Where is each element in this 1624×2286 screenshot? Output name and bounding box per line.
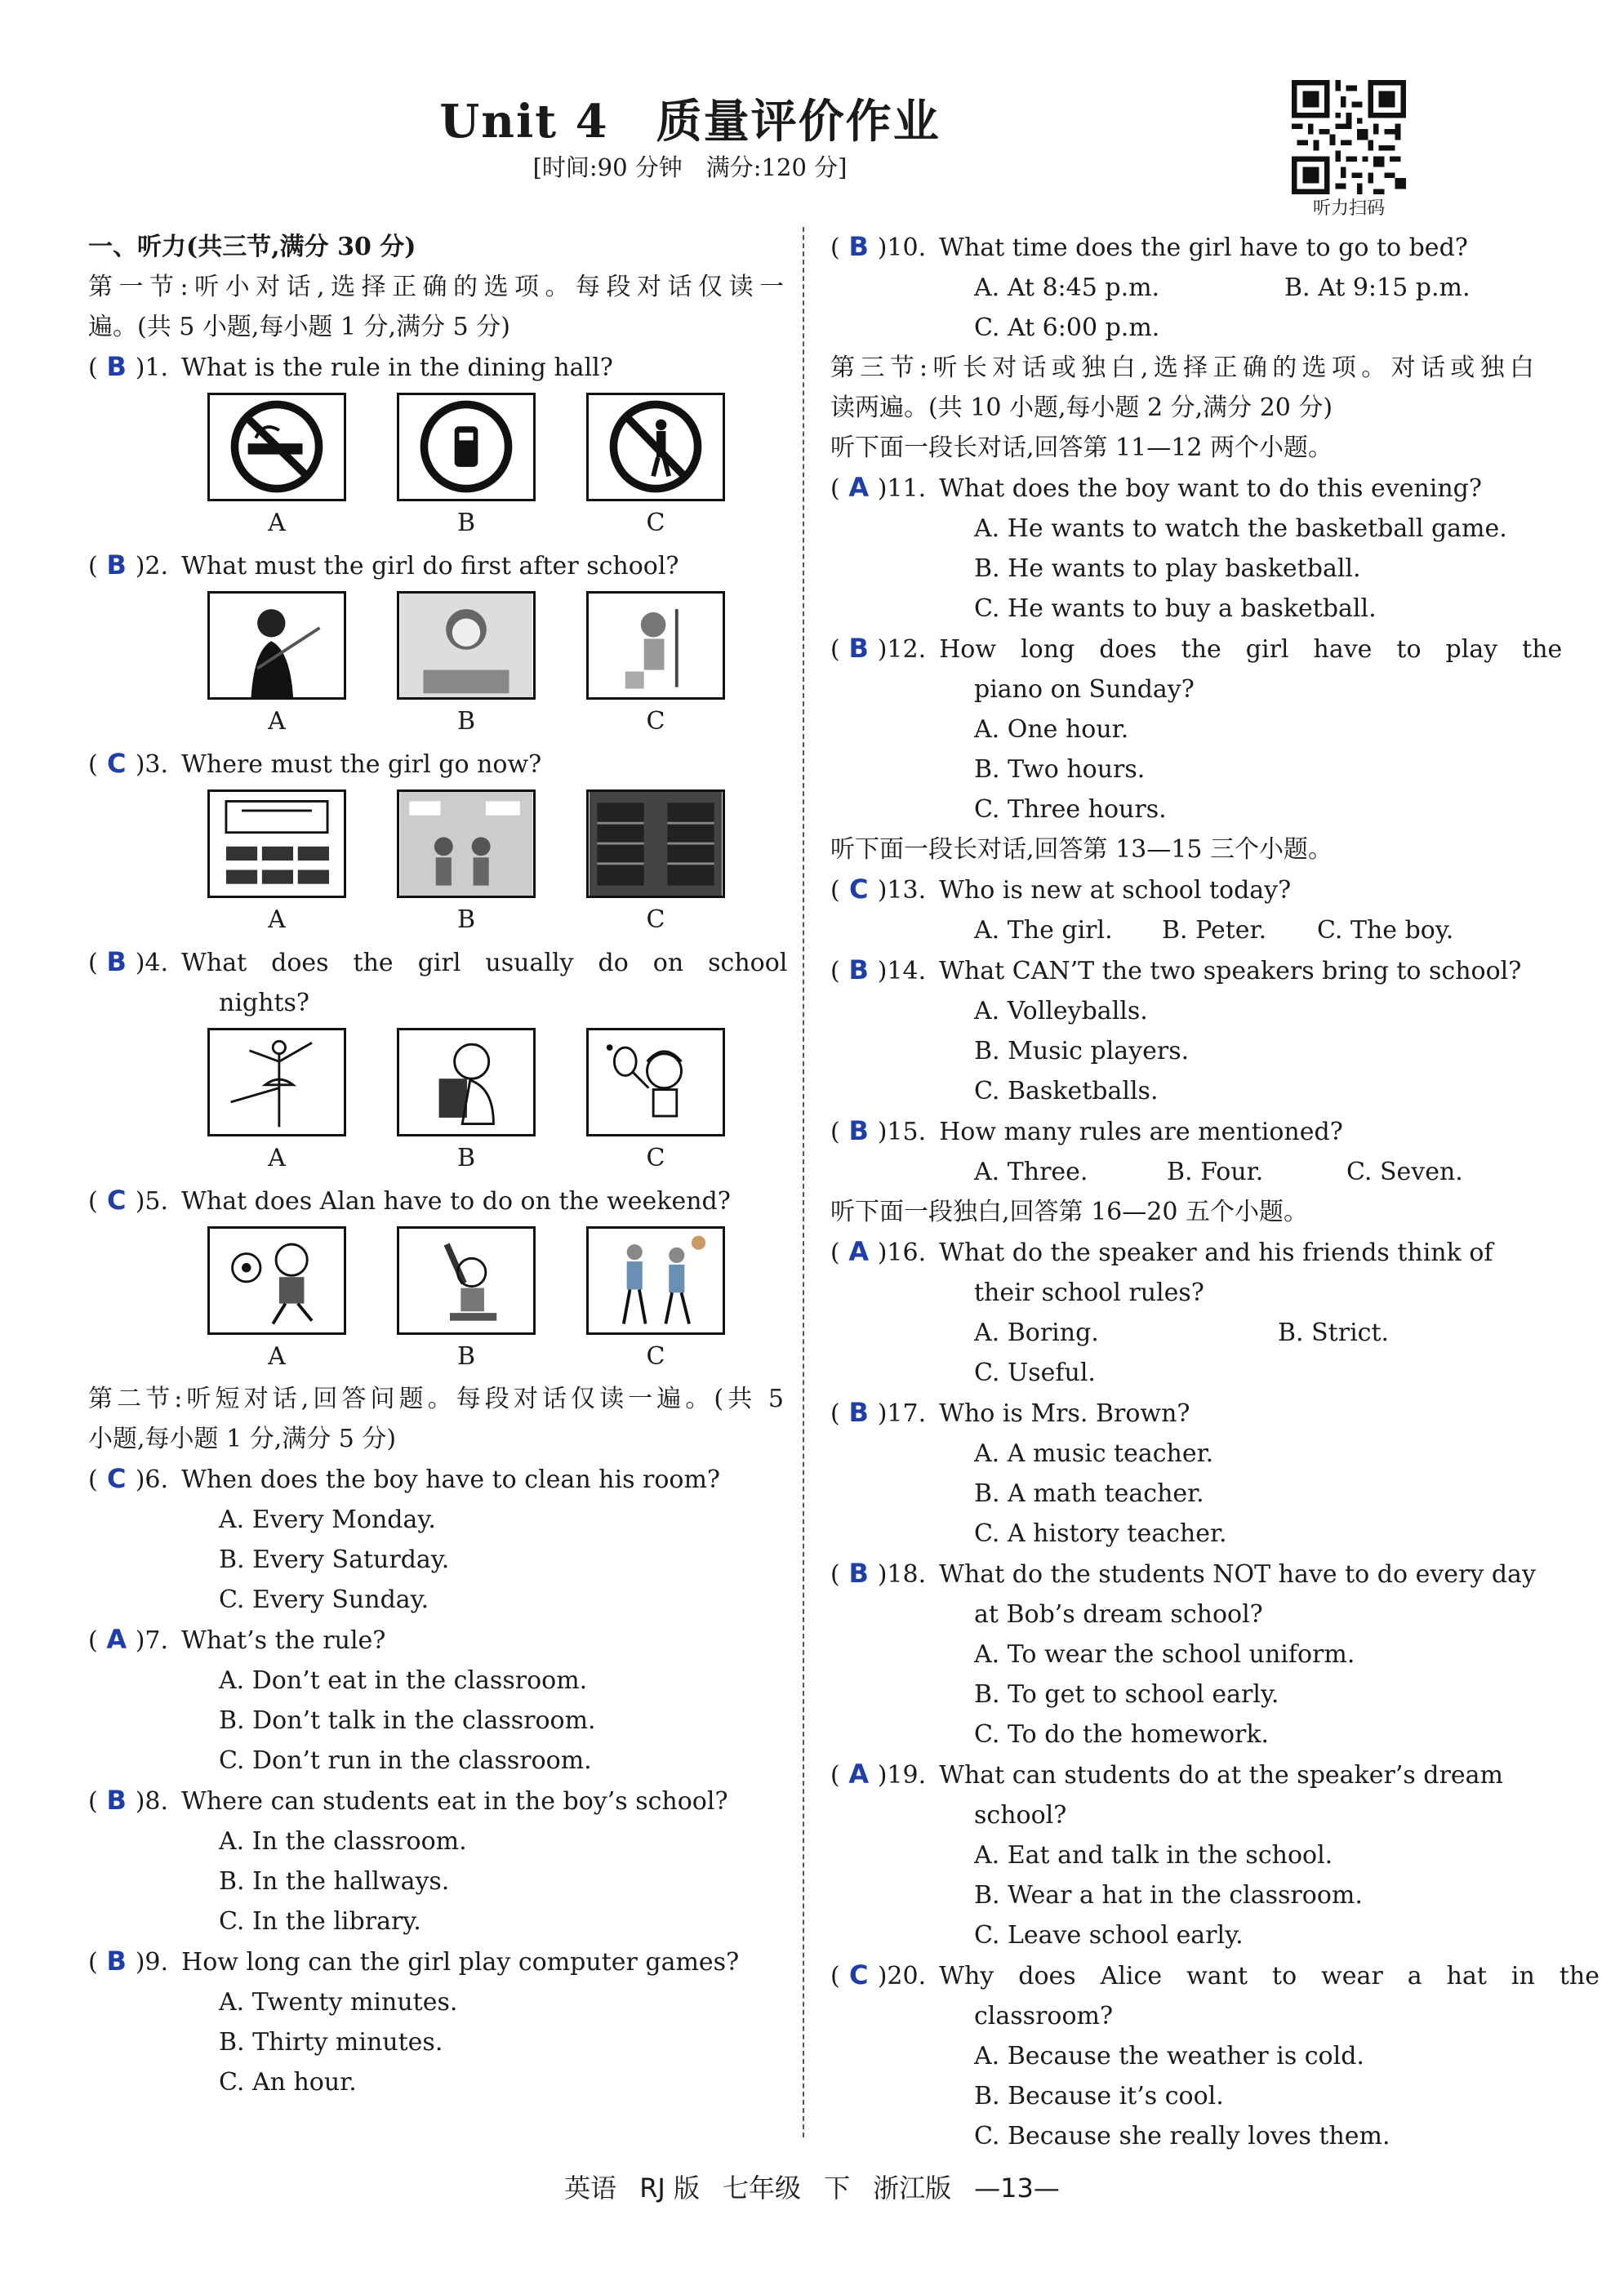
question-2: ( B )2. What must the girl do first after school? [88,545,784,586]
answer-8: B [106,1785,127,1816]
part2-instructions-2: 小题,每小题 1 分,满分 5 分) [88,1425,397,1453]
question-16: ( A )16. What do the speaker and his friends think of [830,1232,1534,1273]
footer-region: 浙江版 [873,2173,952,2204]
no-smoking-icon [207,393,346,501]
subsection-2: 听下面一段长对话,回答第 13—15 三个小题。 [830,835,1333,864]
q10-options-ab: A. At 8:45 p.m. B. At 9:15 p.m. [974,274,1470,302]
q8-option-a: A. In the classroom. [219,1827,467,1856]
right-column: ( B )10. What time does the girl have to go to bed? A. At 8:45 p.m. B. At 9:15 p.m. C. At 6:00 p.m. 第三节:听长对话或独白,选择正确的选项。对话或独白 读两遍。(共 10 小题,每小题 2 分,满分 20 分) 听下面一段长对话,回答第 11—12 两个小题。 ( A )11. What does the boy want to do this evening? A. He wants to watch the basketball game. B. He wants to play basketball. C. He wants to buy a basketball. ( B )12. How long does the girl have to play the piano on Sunday? A. One hour. B. Two hours. C. Three hours. 听下面一段长对话,回答第 13—15 三个小题。 ( C )13. Who is new at school today? A. The girl. B. Peter. C. The boy. ( B )14. What CAN’T the two speakers bring to school? A. Volleyballs. B. Music players. C. Basketballs. ( B )15. How many rules are mentioned? A. Three. B. Four. C. Seven. 听下面一段独白,回答第 16—20 五个小题。 ( A )16. What do the speaker and his friends think of their school rules? A. Boring. B. Strict. C. Useful. ( B )17. Who is Mrs. Brown? A. A music teacher. B. A math teacher. C. A history teacher. ( B )18. What do the students NOT have to do every day at Bob’s dream school? A. To wear the school uniform. B. To get to school early. C. To do the homework. ( A )19. What can students do at the speaker’s dream school? A. Eat and talk in the school. B. Wear a hat in the classroom. C. Leave school early. ( C )20. Why does Alice want to wear a hat in the classroom? A. Because the weather is cold. B. Because it’s cool. C. Because she really loves them. [830,227,1534,2156]
part3-instructions: 第三节:听长对话或独白,选择正确的选项。对话或独白 [830,354,1534,382]
qr-caption: 听力扫码 [1312,198,1385,219]
question-3: ( C )3. Where must the girl go now? [88,744,784,785]
question-8: ( B )8. Where can students eat in the boy’s school? [88,1781,784,1821]
q8-option-b: B. In the hallways. [219,1867,450,1896]
baseball-picture [397,1226,536,1335]
answer-2: B [106,549,127,580]
q6-option-b: B. Every Saturday. [219,1545,450,1574]
section-heading: 一、听力(共三节,满分 30 分) [88,233,416,261]
q3-pictures [88,789,784,900]
q1-pictures [88,393,784,503]
q7-option-c: C. Don’t run in the classroom. [219,1746,592,1775]
q16-options-ab: A. Boring. B. Strict. [974,1319,1390,1347]
soccer-picture [207,1226,346,1335]
q4-pictures [88,1028,784,1138]
time-score-info: [时间:90 分钟 满分:120 分] [532,153,848,181]
question-10: ( B )10. What time does the girl have to go to bed? [830,227,1534,268]
page-title: Unit 4 质量评价作业 [439,95,941,149]
q5-pictures [88,1226,784,1336]
answer-19: A [848,1759,870,1790]
answer-13: C [848,874,869,905]
qr-code[interactable] [1292,80,1406,194]
basketball-picture [586,1226,725,1335]
answer-3: C [106,748,127,779]
question-15: ( B )15. How many rules are mentioned? [830,1111,1534,1152]
part1-instructions-2: 遍。(共 5 小题,每小题 1 分,满分 5 分) [88,313,510,341]
q7-option-a: A. Don’t eat in the classroom. [219,1666,588,1695]
no-eating-sign-icon [397,393,536,501]
question-1: ( B )1. What is the rule in the dining hall? [88,347,784,388]
footer-grade: 七年级 [723,2173,802,2204]
subsection-1: 听下面一段长对话,回答第 11—12 两个小题。 [830,434,1333,462]
q9-option-b: B. Thirty minutes. [219,2028,443,2057]
q6-option-c: C. Every Sunday. [219,1586,429,1614]
question-12: ( B )12. How long does the girl have to play the [830,629,1534,669]
question-4: ( B )4. What does the girl usually do on school [88,942,784,983]
q2-pictures [88,591,784,701]
q6-option-a: A. Every Monday. [219,1505,436,1534]
q9-option-c: C. An hour. [219,2068,357,2097]
answer-11: A [848,472,870,503]
footer-term: 下 [824,2173,851,2204]
answer-20: C [848,1959,869,1990]
q8-option-c: C. In the library. [219,1907,421,1936]
footer-edition: RJ 版 [639,2173,701,2204]
page-number: —13— [974,2173,1060,2204]
q15-options: A. Three. B. Four. C. Seven. [974,1158,1463,1186]
answer-18: B [848,1558,869,1589]
no-littering-icon [586,393,725,501]
tennis-picture [586,1028,725,1136]
question-14: ( B )14. What CAN’T the two speakers bring to school? [830,950,1534,991]
subsection-3: 听下面一段独白,回答第 16—20 五个小题。 [830,1198,1308,1226]
homework-picture [397,591,536,700]
answer-12: B [848,633,869,664]
reading-picture [397,1028,536,1136]
part1-instructions: 第一节:听小对话,选择正确的选项。每段对话仅读一 [88,273,784,301]
q7-option-b: B. Don’t talk in the classroom. [219,1706,596,1735]
answer-4: B [106,946,127,977]
shop-picture [397,789,536,898]
answer-1: B [106,351,127,382]
answer-9: B [106,1946,127,1977]
question-5: ( C )5. What does Alan have to do on the weekend? [88,1181,784,1221]
ballet-picture [207,1028,346,1136]
question-6: ( C )6. When does the boy have to clean his room? [88,1459,784,1500]
left-column: 一、听力(共三节,满分 30 分) 第一节:听小对话,选择正确的选项。每段对话仅读一 遍。(共 5 小题,每小题 1 分,满分 5 分) ( B )1. What is the rule in the dining hall? A B C ( B )2. What must the girl do first after school? A B C ( C )3. Where must the girl go now? A B C ( B )4. What does the girl usually do on school nights? A B C ( C )5. What does Alan have to do on the weekend? A B C 第二节:听短对话,回答问题。每段对话仅读一遍。(共 5 小题,每小题 1 分,满分 5 分) ( C )6. When does the boy have to clean his room? A. Every Monday. B. Every Saturday. C. Every Sunday. ( A )7. What’s the rule? A. Don’t eat in the classroom. B. Don’t talk in the classroom. C. Don’t run in the classroom. ( B )8. Where can students eat in the boy’s school? A. In the classroom. B. In the hallways. C. In the library. ( B )9. How long can the girl play computer games? A. Twenty minutes. B. Thirty minutes. C. An hour. [88,227,784,2102]
part3-instructions-2: 读两遍。(共 10 小题,每小题 2 分,满分 20 分) [830,394,1333,422]
library-picture [586,789,725,898]
question-11: ( A )11. What does the boy want to do this evening? [830,468,1534,509]
answer-17: B [848,1397,869,1428]
page-footer [0,2168,1624,2205]
cleaning-picture [586,591,725,700]
q1-letters: A B C [268,509,665,537]
footer-subject: 英语 [564,2173,617,2204]
question-17: ( B )17. Who is Mrs. Brown? [830,1393,1534,1434]
answer-15: B [848,1115,869,1146]
q9-option-a: A. Twenty minutes. [219,1988,458,2017]
question-7: ( A )7. What’s the rule? [88,1620,784,1661]
answer-6: C [106,1463,127,1494]
violin-picture [207,591,346,700]
column-divider [803,227,804,2137]
part2-instructions: 第二节:听短对话,回答问题。每段对话仅读一遍。(共 5 [88,1385,784,1413]
answer-5: C [106,1185,127,1216]
classroom-picture [207,789,346,898]
answer-14: B [848,954,869,985]
q10-option-c: C. At 6:00 p.m. [974,314,1160,342]
question-18: ( B )18. What do the students NOT have to do every day [830,1554,1534,1594]
q13-options: A. The girl. B. Peter. C. The boy. [974,916,1454,945]
answer-7: A [106,1624,127,1655]
question-9: ( B )9. How long can the girl play computer games? [88,1941,784,1982]
answer-10: B [848,231,869,262]
question-20: ( C )20. Why does Alice want to wear a hat in the [830,1955,1534,1996]
question-13: ( C )13. Who is new at school today? [830,869,1534,910]
question-19: ( A )19. What can students do at the speaker’s dream [830,1755,1534,1795]
answer-16: A [848,1236,870,1267]
